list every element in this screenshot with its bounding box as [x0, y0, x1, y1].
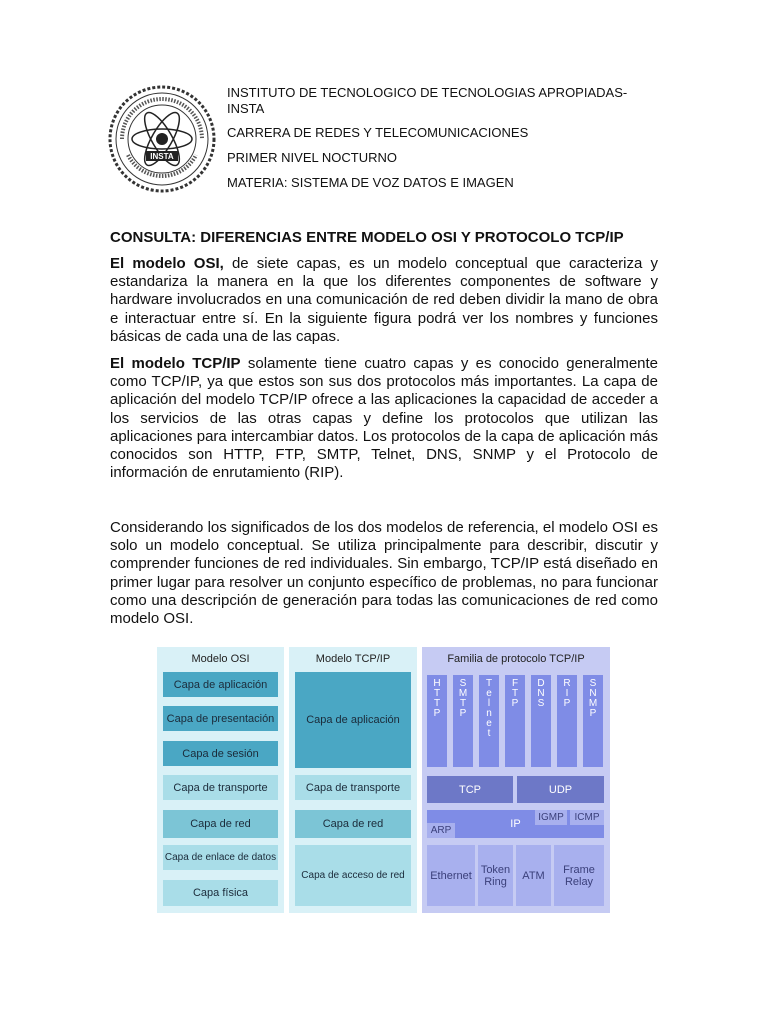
- header-line-1b: INSTA: [227, 101, 265, 116]
- protocol-rip: R I P: [557, 675, 577, 767]
- osi-layer: Capa de sesión: [163, 741, 278, 766]
- osi-layer: Capa de presentación: [163, 706, 278, 731]
- tcpip-layer: Capa de red: [295, 810, 411, 838]
- osi-layer: Capa de aplicación: [163, 672, 278, 697]
- protocol-arp: ARP: [427, 823, 455, 838]
- protocol-frame-relay: Frame Relay: [554, 845, 604, 906]
- paragraph-osi: El modelo OSI, de siete capas, es un modelo conceptual que caracteriza y estandariza la manera en la que los diferentes componentes de software y hardware involucrados en una comunicación de red deben dividir la mano de obra e interactuar entre sí. En la siguiente figura podrá ver los nombres y funciones básicas de cada una de las capas.: [110, 255, 658, 345]
- header-line-3: PRIMER NIVEL NOCTURNO: [227, 150, 397, 165]
- protocol-snmp: S N M P: [583, 675, 603, 767]
- tcpip-layer: Capa de aplicación: [295, 672, 411, 768]
- protocol-icmp: ICMP: [570, 810, 604, 825]
- protocol-smtp: S M T P: [453, 675, 473, 767]
- osi-layer: Capa de transporte: [163, 775, 278, 800]
- protocol-udp: UDP: [517, 776, 604, 803]
- osi-layer: Capa de enlace de datos: [163, 845, 278, 870]
- osi-title: Modelo OSI: [191, 653, 250, 665]
- protocol-atm: ATM: [516, 845, 551, 906]
- paragraph-tcpip: El modelo TCP/IP solamente tiene cuatro capas y es conocido generalmente como TCP/IP, ya que estos son sus dos protocolos más importantes. La capa de aplicación del modelo TCP/IP ofrece a las aplicaciones la capacidad de acceder a los servicios de las otras capas y define los protocolos que utilizan las aplicaciones para intercambiar datos. Los protocolos de la capa de aplicación más conocidos son HTTP, FTP, SMTP, Telnet, DNS, SNMP y el Protocolo de información de enrutamiento (RIP).: [110, 355, 659, 482]
- protocol-family-column: [422, 647, 610, 913]
- tcpip-column: [289, 647, 417, 913]
- osi-layer: Capa física: [163, 880, 278, 906]
- protocol-tcp: TCP: [427, 776, 513, 803]
- page-title: CONSULTA: DIFERENCIAS ENTRE MODELO OSI Y PROTOCOLO TCP/IP: [110, 229, 624, 246]
- protocol-http: H T T P: [427, 675, 447, 767]
- tcpip-title: Modelo TCP/IP: [315, 653, 391, 665]
- insta-logo: [108, 85, 216, 193]
- protocol-ftp: F T P: [505, 675, 525, 767]
- header-line-1: INSTITUTO DE TECNOLOGICO DE TECNOLOGIAS APROPIADAS-: [227, 85, 628, 100]
- osi-column: [157, 647, 284, 913]
- protocol-ip: IP: [427, 810, 604, 838]
- protocol-igmp: IGMP: [535, 810, 567, 825]
- osi-layer: Capa de red: [163, 810, 278, 838]
- svg-text:INSTA: INSTA: [150, 152, 174, 161]
- protocol-telnet: T e l n e t: [479, 675, 499, 767]
- header-line-2: CARRERA DE REDES Y TELECOMUNICACIONES: [227, 125, 529, 140]
- protocol-token-ring: Token Ring: [478, 845, 513, 906]
- protocol-family-title: Familia de protocolo TCP/IP: [447, 653, 585, 665]
- tcpip-layer: Capa de acceso de red: [295, 845, 411, 906]
- protocol-ethernet: Ethernet: [427, 845, 475, 906]
- paragraph-comparison: Considerando los significados de los dos modelos de referencia, el modelo OSI es solo un modelo conceptual. Se utiliza principalmente para describir, discutir y comprender funciones de red individuales. Sin embargo, TCP/IP está diseñado en primer lugar para resolver un conjunto específico de problemas, no para funcionar como una descripción de generación para todas las comunicaciones de red como modelo OSI.: [110, 519, 658, 628]
- protocol-dns: D N S: [531, 675, 551, 767]
- tcpip-layer: Capa de transporte: [295, 775, 411, 800]
- header-line-4: MATERIA: SISTEMA DE VOZ DATOS E IMAGEN: [227, 175, 514, 190]
- osi-tcpip-diagram: [157, 647, 610, 913]
